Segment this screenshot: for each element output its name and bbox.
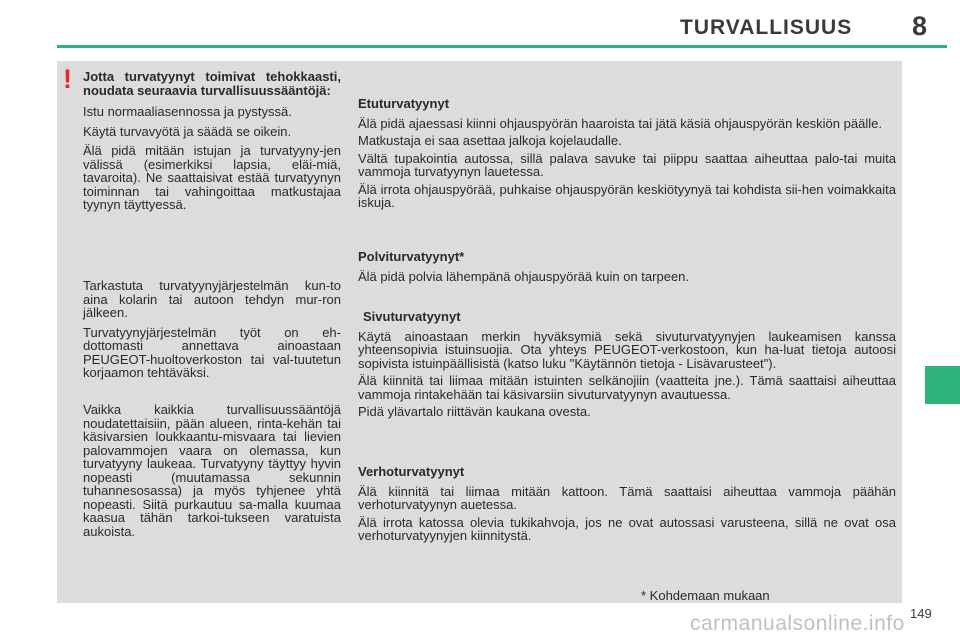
front-text-3: Vältä tupakointia autossa, sillä palava savuke tai piippu saattaa aiheuttaa palo-tai muita vammoja turvatyynyn lauetessa. [358, 150, 896, 179]
warning-text-3: Älä pidä mitään istujan ja turvatyyny-jen välissä (esimerkiksi lapsia, eläi-miä, tavaroita). Ne saattaisivat estää turvatyynyn toiminnan tai vahingoittaa matkustajaa tyynyn täyttyessä. [83, 143, 341, 212]
curtain-text-1: Älä kiinnitä tai liimaa mitään kattoon. Tämä saattaisi aiheuttaa vammoja päähän verhoturvatyynyn auetessa. [358, 483, 896, 512]
warning-check [83, 279, 341, 384]
knee-airbags-section [358, 250, 896, 287]
curtain-airbags-section [358, 465, 896, 547]
front-heading: Etuturvatyynyt [358, 96, 450, 111]
chapter-number: 8 [912, 11, 928, 41]
side-heading: Sivuturvatyynyt [363, 309, 461, 324]
side-text-3: Pidä ylävartalo riittävän kaukana ovesta. [358, 404, 591, 419]
side-text-1: Käytä ainoastaan merkin hyväksymiä sekä sivuturvatyynyjen laukeamisen kanssa yhteensopivia istuinsuojia. Ota yhteys PEUGEOT-verkostoon, kun ha-luat tietoja autoosi sopivista istuinpäällisistä (katso luku "Käytännön tietoja - Lisävarusteet"). [358, 328, 896, 371]
chapter-tab [925, 366, 960, 404]
front-text-2: Matkustaja ei saa asettaa jalkoja kojelaudalle. [358, 133, 622, 148]
warning-text-5: Turvatyynyjärjestelmän työt on eh-dottomasti annettava ainoastaan PEUGEOT-huoltoverkoston tai val-tuutetun korjaamon tehtäväksi. [83, 324, 341, 380]
warning-heading: Jotta turvatyynyt toimivat tehokkaasti, noudata seuraavia turvallisuussääntöjä: [83, 69, 341, 98]
front-text-1: Älä pidä ajaessasi kiinni ohjauspyörän haaroista tai jätä käsiä ohjauspyörän keskiön päälle. [358, 115, 882, 131]
warning-text-6: Vaikka kaikkia turvallisuussääntöjä noudatettaisiin, pään alueen, rinta-kehän tai käsivarsien loukkaantu-misvaara tai lievien palovammojen vaara on olemassa, kun turvatyyny laukeaa. Turvatyyny täyttyy hyvin nopeasti (muutamassa sekunnin tuhannesosassa) ja myös tyhjenee yhtä nopeasti. Siitä purkautuu sa-malla kuumaa kaasua tähän tarkoi-tukseen varatuista aukoista. [83, 402, 341, 539]
knee-text-1: Älä pidä polvia lähempänä ohjauspyörää kuin on tarpeen. [358, 268, 690, 284]
curtain-heading: Verhoturvatyynyt [358, 464, 465, 479]
side-airbags-section [358, 310, 896, 423]
warning-text-1: Istu normaaliasennossa ja pystyssä. [83, 104, 292, 119]
knee-heading: Polviturvatyynyt* [358, 249, 465, 264]
warning-text-2: Käytä turvavyötä ja säädä se oikein. [83, 123, 292, 139]
curtain-text-2: Älä irrota katossa olevia tukikahvoja, jos ne ovat autossasi varusteena, sillä ne ovat osa verhoturvatyynyjen kiinnitystä. [358, 514, 896, 543]
warning-text-4: Tarkastuta turvatyynyjärjestelmän kun-to aina kolarin tai autoon tehdyn mur-ron jälkeen. [83, 278, 341, 320]
front-airbags-section [358, 97, 896, 214]
warning-risk [83, 403, 341, 542]
exclamation-icon: ! [63, 64, 72, 94]
header-rule [57, 45, 947, 48]
side-text-2: Älä kiinnitä tai liimaa mitään istuinten selkänojiin (vaatteita jne.). Tämä saattaisi aiheuttaa vammoja rintakehään tai käsivarsiin sivuturvatyynyn avautuessa. [358, 373, 896, 402]
watermark: carmanualsonline.info [690, 612, 905, 635]
warning-intro [83, 70, 341, 216]
front-text-4: Älä irrota ohjauspyörää, puhkaise ohjauspyörän keskiötyynyä tai kohdista sii-hen voimakkaita iskuja. [358, 181, 896, 210]
page-number: 149 [910, 606, 932, 621]
footnote: * Kohdemaan mukaan [641, 588, 770, 603]
page-title: TURVALLISUUS [680, 16, 853, 39]
